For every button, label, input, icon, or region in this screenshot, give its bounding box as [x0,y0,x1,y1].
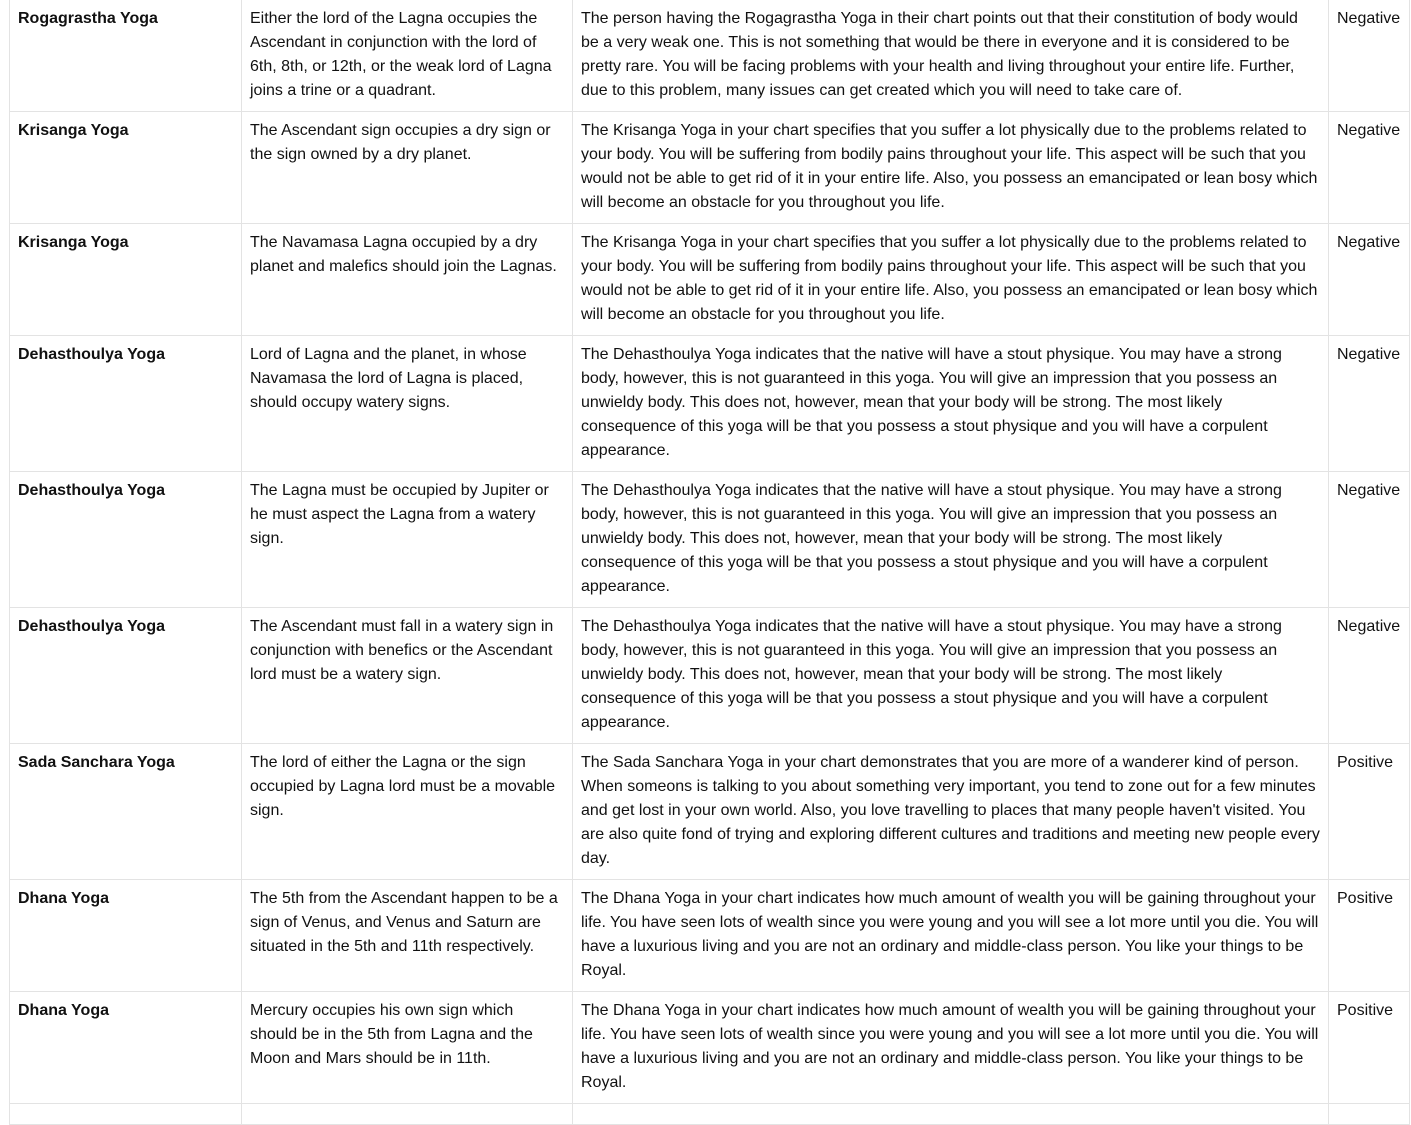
yoga-condition-cell: Lord of Lagna and the planet, in whose Navamasa the lord of Lagna is placed, should occupy watery signs. [242,336,573,472]
yoga-condition-cell: The Lagna must be occupied by Jupiter or he must aspect the Lagna from a watery sign. [242,472,573,608]
yoga-table-body [10,0,1410,1125]
yoga-effect-cell: Negative [1329,472,1410,608]
table-row [10,992,1410,1104]
table-row [10,744,1410,880]
yoga-name-cell: Dhana Yoga [10,992,242,1104]
table-cell-empty [573,1104,1329,1125]
yoga-description-cell: The Dhana Yoga in your chart indicates how much amount of wealth you will be gaining throughout your life. You have seen lots of wealth since you were young and you will see a lot more until you die. You will have a luxurious living and you are not an ordinary and middle-class person. You like your things to be Royal. [573,992,1329,1104]
yoga-effect-cell: Positive [1329,880,1410,992]
yoga-description-cell: The Dehasthoulya Yoga indicates that the native will have a stout physique. You may have a strong body, however, this is not guaranteed in this yoga. You will give an impression that you possess an unwieldy body. This does not, however, mean that your body will be strong. The most likely consequence of this yoga will be that you possess a stout physique and you will have a corpulent appearance. [573,336,1329,472]
yoga-condition-cell: The lord of either the Lagna or the sign occupied by Lagna lord must be a movable sign. [242,744,573,880]
yoga-description-cell: The Dhana Yoga in your chart indicates how much amount of wealth you will be gaining throughout your life. You have seen lots of wealth since you were young and you will see a lot more until you die. You will have a luxurious living and you are not an ordinary and middle-class person. You like your things to be Royal. [573,880,1329,992]
table-row [10,472,1410,608]
table-cell-empty [242,1104,573,1125]
yoga-description-cell: The person having the Rogagrastha Yoga in their chart points out that their constitution of body would be a very weak one. This is not something that would be there in everyone and it is considered to be pretty rare. You will be facing problems with your health and living throughout your entire life. Further, due to this problem, many issues can get created which you will need to take care of. [573,0,1329,112]
yoga-name-cell: Krisanga Yoga [10,224,242,336]
yoga-name-cell: Krisanga Yoga [10,112,242,224]
table-row [10,336,1410,472]
yoga-description-cell: The Krisanga Yoga in your chart specifies that you suffer a lot physically due to the problems related to your body. You will be suffering from bodily pains throughout your life. This aspect will be such that you would not be able to get rid of it in your entire life. Also, you possess an emancipated or lean bosy which will become an obstacle for you throughout you life. [573,112,1329,224]
table-cell-empty [1329,1104,1410,1125]
table-row [10,224,1410,336]
table-row [10,112,1410,224]
yoga-name-cell: Dhana Yoga [10,880,242,992]
yoga-effect-cell: Negative [1329,0,1410,112]
yoga-condition-cell: The Ascendant must fall in a watery sign in conjunction with benefics or the Ascendant lord must be a watery sign. [242,608,573,744]
table-row [10,880,1410,992]
table-row [10,0,1410,112]
yoga-condition-cell: The Navamasa Lagna occupied by a dry planet and malefics should join the Lagnas. [242,224,573,336]
yoga-description-cell: The Krisanga Yoga in your chart specifies that you suffer a lot physically due to the problems related to your body. You will be suffering from bodily pains throughout your life. This aspect will be such that you would not be able to get rid of it in your entire life. Also, you possess an emancipated or lean bosy which will become an obstacle for you throughout you life. [573,224,1329,336]
yoga-description-cell: The Sada Sanchara Yoga in your chart demonstrates that you are more of a wanderer kind of person. When someons is talking to you about something very important, you tend to zone out for a few minutes and get lost in your own world. Also, you love travelling to places that many people haven't visited. You are also quite fond of trying and exploring different cultures and traditions and meeting new people every day. [573,744,1329,880]
yoga-condition-cell: Either the lord of the Lagna occupies the Ascendant in conjunction with the lord of 6th, 8th, or 12th, or the weak lord of Lagna joins a trine or a quadrant. [242,0,573,112]
yoga-name-cell: Sada Sanchara Yoga [10,744,242,880]
yoga-condition-cell: The 5th from the Ascendant happen to be a sign of Venus, and Venus and Saturn are situated in the 5th and 11th respectively. [242,880,573,992]
yoga-condition-cell: Mercury occupies his own sign which should be in the 5th from Lagna and the Moon and Mars should be in 11th. [242,992,573,1104]
yoga-table [9,0,1410,1125]
table-cell-empty [10,1104,242,1125]
yoga-effect-cell: Negative [1329,608,1410,744]
yoga-condition-cell: The Ascendant sign occupies a dry sign or the sign owned by a dry planet. [242,112,573,224]
yoga-effect-cell: Positive [1329,744,1410,880]
yoga-effect-cell: Negative [1329,112,1410,224]
yoga-effect-cell: Positive [1329,992,1410,1104]
table-row [10,608,1410,744]
yoga-effect-cell: Negative [1329,224,1410,336]
yoga-name-cell: Dehasthoulya Yoga [10,608,242,744]
yoga-effect-cell: Negative [1329,336,1410,472]
yoga-name-cell: Dehasthoulya Yoga [10,336,242,472]
yoga-name-cell: Rogagrastha Yoga [10,0,242,112]
yoga-description-cell: The Dehasthoulya Yoga indicates that the native will have a stout physique. You may have a strong body, however, this is not guaranteed in this yoga. You will give an impression that you possess an unwieldy body. This does not, however, mean that your body will be strong. The most likely consequence of this yoga will be that you possess a stout physique and you will have a corpulent appearance. [573,472,1329,608]
yoga-description-cell: The Dehasthoulya Yoga indicates that the native will have a stout physique. You may have a strong body, however, this is not guaranteed in this yoga. You will give an impression that you possess an unwieldy body. This does not, however, mean that your body will be strong. The most likely consequence of this yoga will be that you possess a stout physique and you will have a corpulent appearance. [573,608,1329,744]
table-row-partial [10,1104,1410,1125]
yoga-name-cell: Dehasthoulya Yoga [10,472,242,608]
